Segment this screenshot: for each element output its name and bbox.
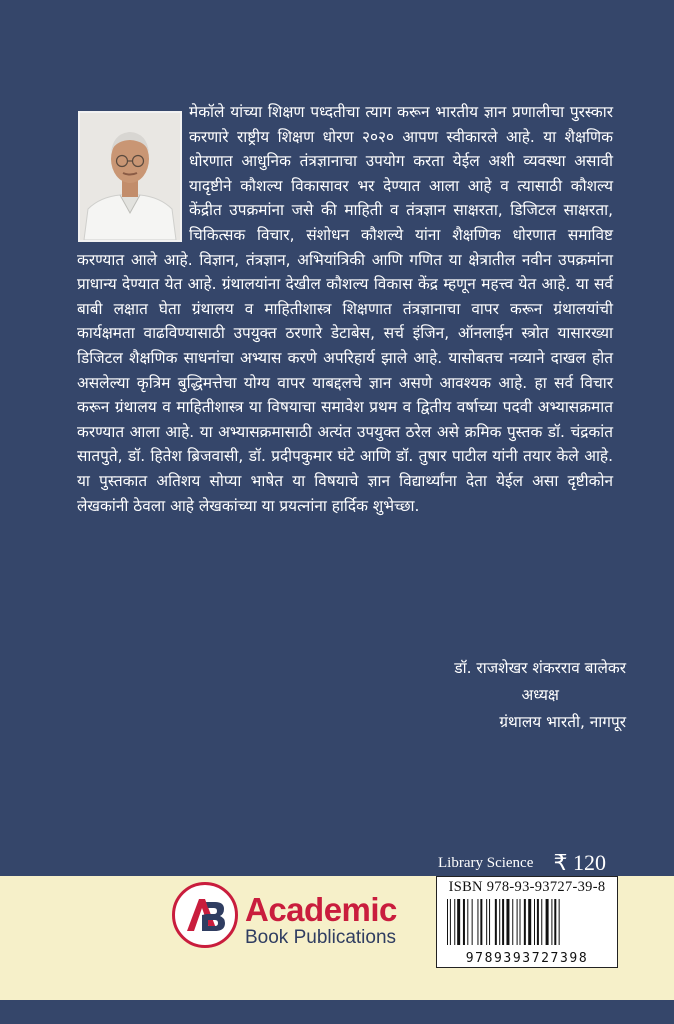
bottom-band (0, 1000, 674, 1024)
ab-logo-icon (175, 885, 235, 945)
barcode-icon (445, 899, 609, 947)
isbn-barcode (436, 876, 618, 968)
publisher-wordmark (245, 893, 397, 949)
publisher-logo (172, 882, 238, 948)
blurb-text: मेकॉले यांच्या शिक्षण पध्दतीचा त्याग करून भारतीय ज्ञान प्रणालीचा पुरस्कार करणारे राष्ट्रीय शिक्षण धोरण २०२० आपण स्वीकारले आहे. या शैक्षणिक धोरणात आधुनिक तंत्रज्ञानाचा उपयोग करता येईल अशी व्यवस्था असावी यादृष्टीने कौशल्य विकासावर भर देण्यात आला आहे व त्यासाठी कौशल्य केंद्रीत उपक्रमांना जसे की माहिती व तंत्रज्ञान साक्षरता, डिजिटल साक्षरता, चिकित्सक विचार, संशोधन कौशल्ये यांना शैक्षणिक धोरणात समाविष्ट करण्यात आले आहे. विज्ञान, तंत्रज्ञान, अभियांत्रिकी आणि गणित या क्षेत्रातील नवीन उपक्रमांना प्राधान्य देण्यात येत आहे. ग्रंथालयांना देखील कौशल्य विकास केंद्र म्हणून महत्त्व येत आहे. या सर्व बाबी लक्षात घेता ग्रंथालय व माहितीशास्त्र शिक्षणात तंत्रज्ञानाचा वापर करून ग्रंथालयांची कार्यक्षमता वाढविण्यासाठी उपयुक्त ठरणारे डेटाबेस, सर्च इंजिन, ऑनलाईन स्त्रोत यासारख्या डिजिटल शैक्षणिक साधनांचा अभ्यास करणे अपरिहार्य झाले आहे. यासोबतच नव्याने दाखल होत असलेल्या कृत्रिम बुद्धिमत्तेचा योग्य वापर याबद्दलचे ज्ञान असणे आवश्यक आहे. हा सर्व विचार करून ग्रंथालय व माहितीशास्त्र या विषयाचा समावेश प्रथम व द्वितीय वर्षाच्या पदवी अभ्यासक्रमात करण्यात आला आहे. या अभ्यासक्रमासाठी अत्यंत उपयुक्त ठरेल असे क्रमिक पुस्तक डॉ. चंद्रकांत सातपुते, डॉ. हितेश ब्रिजवासी, डॉ. प्रदीपकुमार घंटे आणि डॉ. तुषार पाटील यांनी तयार केले आहे. या पुस्तकात अतिशय सोप्या भाषेत या विषयाचे ज्ञान विद्यार्थ्यांना देता येईल असा दृष्टीकोन लेखकांनी ठेवला आहे लेखकांच्या या प्रयत्नांना हार्दिक शुभेच्छा. (77, 103, 613, 515)
book-price: ₹ 120 (553, 850, 606, 875)
photo-spacer (77, 100, 189, 243)
signatory-name: डॉ. राजशेखर शंकरराव बालेकर (454, 659, 626, 677)
isbn-label: ISBN 978-93-93727-39-8 (448, 879, 606, 895)
book-category: Library Science (438, 855, 534, 871)
publisher-subtitle: Book Publications (245, 927, 397, 948)
category-price-row (438, 850, 618, 878)
foreword-signature (454, 655, 626, 736)
signatory-organization: ग्रंथालय भारती, नागपूर (499, 713, 626, 731)
back-cover-blurb (77, 100, 613, 518)
signatory-role: अध्यक्ष (521, 686, 559, 704)
publisher-name: Academic (245, 891, 397, 928)
barcode-number: 9789393727398 (465, 951, 589, 966)
